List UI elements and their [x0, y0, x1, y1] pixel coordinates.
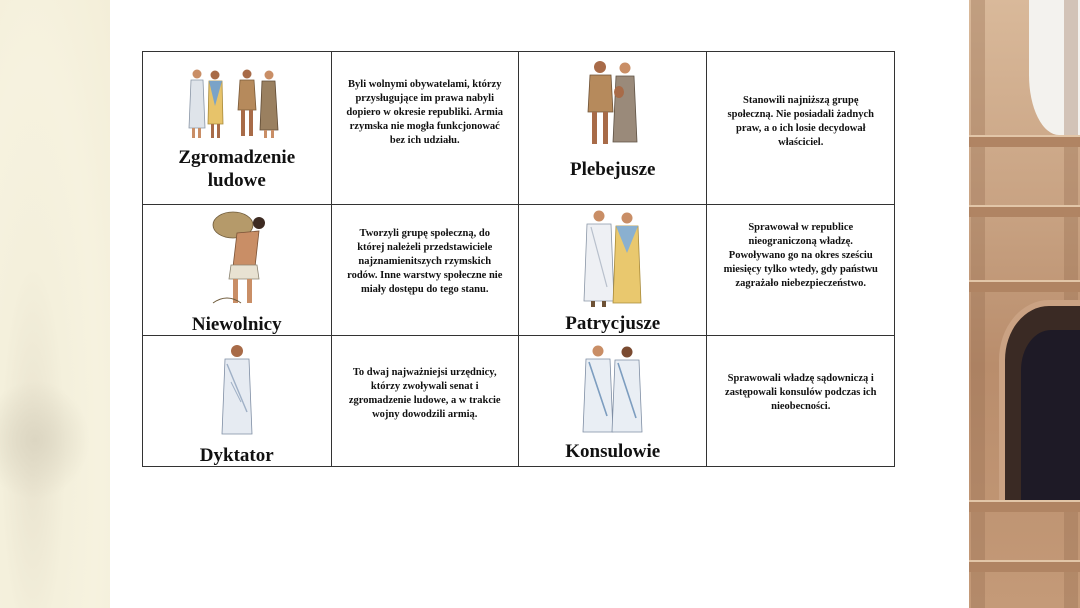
plebeians-illustration: [583, 58, 643, 150]
group-name-patrycjusze: Patrycjusze: [565, 313, 661, 334]
cell-dyktator-description: [331, 336, 518, 467]
cell-patrycjusze-description: [707, 205, 895, 336]
cloud-decoration: [0, 380, 90, 500]
cell-niewolnicy-description: [331, 205, 518, 336]
description-zgromadzenie: Byli wolnymi obywatelami, którzy przysługujące im prawa nabyli dopiero w okresie republiki. Armia rzymska nie mogła funkcjonować bez ich udziału.: [346, 79, 504, 146]
left-decorative-background: [0, 0, 110, 608]
pillar: [971, 0, 985, 608]
ledge: [969, 560, 1080, 572]
group-name-dyktator: Dyktator: [199, 445, 274, 466]
cell-zgromadzenie-description: [331, 52, 518, 205]
group-name-niewolnicy: Niewolnicy: [191, 314, 282, 335]
patricians-illustration: [581, 207, 645, 311]
dictator-illustration: [219, 342, 255, 440]
description-konsulowie: Sprawowali władzę sądowniczą i zastępowali konsulów podczas ich nieobecności.: [725, 373, 877, 412]
cell-niewolnicy-image: [143, 205, 332, 336]
table-row: [143, 336, 895, 467]
ledge: [969, 205, 1080, 217]
social-groups-table: [142, 51, 895, 467]
slave-illustration: [207, 209, 273, 309]
group-name-plebejusze: Plebejusze: [569, 159, 656, 180]
arch-opening: [1021, 330, 1080, 510]
table-row: [143, 205, 895, 336]
cell-konsulowie-description: [707, 336, 895, 467]
colosseum-background-image: [969, 0, 1080, 608]
cell-konsulowie-image: [518, 336, 707, 467]
cell-patrycjusze-image: [518, 205, 707, 336]
ledge: [969, 135, 1080, 147]
cell-plebejusze-image: [518, 52, 707, 205]
ledge: [969, 280, 1080, 292]
description-patrycjusze: Sprawował w republice nieograniczoną władzę. Powoływano go na okres sześciu miesięcy tylko wtedy, gdy państwu zagrażało niebezpieczeństwo.: [723, 222, 878, 289]
cell-zgromadzenie-image: [143, 52, 332, 205]
cell-plebejusze-description: [707, 52, 895, 205]
description-niewolnicy: Tworzyli grupę społeczną, do której należeli przedstawiciele najznamienitszych rzymskich rodów. Inne warstwy społeczne nie miały dostępu do tego stanu.: [347, 228, 503, 295]
description-plebejusze: Stanowili najniższą grupę społeczną. Nie posiadali żadnych praw, a o ich losie decydował właściciel.: [727, 95, 874, 148]
table-row: [143, 52, 895, 205]
cell-dyktator-image: [143, 336, 332, 467]
citizens-group-illustration: [185, 66, 289, 142]
description-dyktator: To dwaj najważniejsi urzędnicy, którzy zwoływali senat i zgromadzenie ludowe, a w trakcie wojny dowodzili armią.: [348, 367, 501, 420]
group-name-konsulowie: Konsulowie: [565, 441, 661, 462]
ledge: [969, 500, 1080, 512]
group-name-zgromadzenie: Zgromadzenie ludowe: [178, 147, 296, 191]
consuls-illustration: [581, 342, 645, 438]
